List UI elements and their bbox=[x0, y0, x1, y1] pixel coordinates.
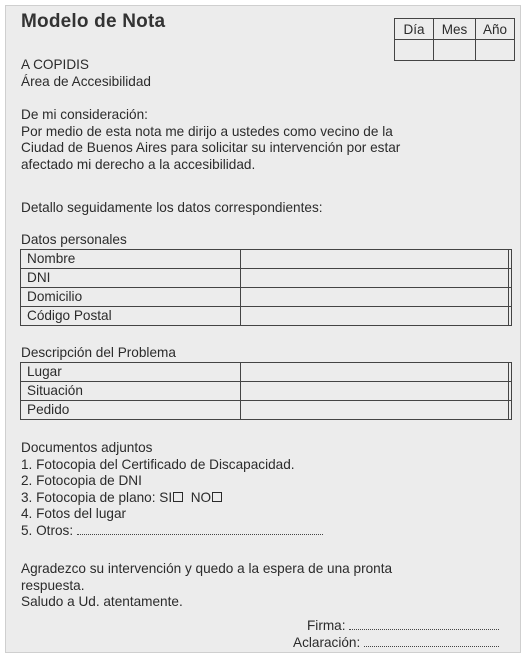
row-label-pedido: Pedido bbox=[21, 401, 241, 420]
greeting: De mi consideración: bbox=[21, 107, 148, 122]
table-row bbox=[21, 288, 512, 307]
nombre-field[interactable] bbox=[241, 250, 509, 269]
domicilio-field[interactable] bbox=[241, 288, 509, 307]
recipient-block bbox=[21, 57, 151, 90]
closing-line: Saludo a Ud. atentamente. bbox=[21, 594, 183, 609]
signature-line bbox=[307, 618, 499, 633]
note-template-sheet bbox=[5, 5, 521, 653]
recipient-line: Área de Accesibilidad bbox=[21, 73, 151, 89]
list-item bbox=[21, 523, 323, 540]
list-item: 1. Fotocopia del Certificado de Discapacidad. bbox=[21, 456, 295, 472]
intro-line: Ciudad de Buenos Aires para solicitar su intervención por estar bbox=[21, 140, 401, 155]
situacion-field[interactable] bbox=[241, 382, 509, 401]
otros-field[interactable] bbox=[77, 532, 323, 535]
date-month-header: Mes bbox=[434, 19, 476, 40]
pedido-field[interactable] bbox=[241, 401, 509, 420]
problem-section-title: Descripción del Problema bbox=[21, 345, 176, 360]
list-item: 4. Fotos del lugar bbox=[21, 506, 127, 521]
list-item bbox=[21, 490, 323, 507]
clarification-field[interactable] bbox=[364, 644, 499, 647]
table-row bbox=[21, 363, 512, 382]
otros-label: 5. Otros: bbox=[21, 522, 74, 538]
codigo-postal-field[interactable] bbox=[241, 307, 509, 326]
table-row bbox=[21, 401, 512, 420]
plano-no-checkbox[interactable] bbox=[212, 492, 222, 502]
recipient-line: A COPIDIS bbox=[21, 57, 89, 72]
row-label-domicilio: Domicilio bbox=[21, 288, 241, 307]
personal-section-title: Datos personales bbox=[21, 232, 127, 247]
documents-block bbox=[21, 440, 323, 539]
intro-block bbox=[21, 107, 400, 173]
date-month-field[interactable] bbox=[434, 40, 476, 61]
intro-line: afectado mi derecho a la accesibilidad. bbox=[21, 156, 256, 172]
page-title: Modelo de Nota bbox=[21, 11, 166, 32]
lugar-field[interactable] bbox=[241, 363, 509, 382]
row-label-dni: DNI bbox=[21, 269, 241, 288]
row-label-nombre: Nombre bbox=[21, 250, 241, 269]
list-item: 2. Fotocopia de DNI bbox=[21, 473, 142, 488]
detail-text: Detallo seguidamente los datos correspondientes: bbox=[21, 200, 323, 215]
table-row bbox=[21, 382, 512, 401]
row-label-situacion: Situación bbox=[21, 382, 241, 401]
row-label-lugar: Lugar bbox=[21, 363, 241, 382]
closing-block bbox=[21, 561, 392, 611]
plano-no-label: NO bbox=[190, 489, 212, 505]
date-year-header: Año bbox=[476, 19, 515, 40]
closing-line: Agradezco su intervención y quedo a la espera de una pronta bbox=[21, 561, 393, 576]
problem-table bbox=[20, 362, 512, 420]
personal-data-table bbox=[20, 249, 512, 326]
date-box bbox=[394, 18, 515, 61]
closing-line: respuesta. bbox=[21, 577, 85, 593]
documents-title: Documentos adjuntos bbox=[21, 440, 153, 455]
date-day-header: Día bbox=[395, 19, 434, 40]
date-year-field[interactable] bbox=[476, 40, 515, 61]
table-row bbox=[21, 307, 512, 326]
plano-si-checkbox[interactable] bbox=[173, 492, 183, 502]
signature-label: Firma: bbox=[307, 618, 346, 633]
clarification-label: Aclaración: bbox=[293, 635, 361, 650]
dni-field[interactable] bbox=[241, 269, 509, 288]
clarification-line bbox=[293, 635, 499, 650]
signature-field[interactable] bbox=[349, 627, 499, 630]
date-day-field[interactable] bbox=[395, 40, 434, 61]
plano-label: 3. Fotocopia de plano: SI bbox=[21, 489, 173, 505]
table-row bbox=[21, 250, 512, 269]
row-label-codigo-postal: Código Postal bbox=[21, 307, 241, 326]
table-row bbox=[21, 269, 512, 288]
intro-line: Por medio de esta nota me dirijo a ustedes como vecino de la bbox=[21, 123, 393, 139]
